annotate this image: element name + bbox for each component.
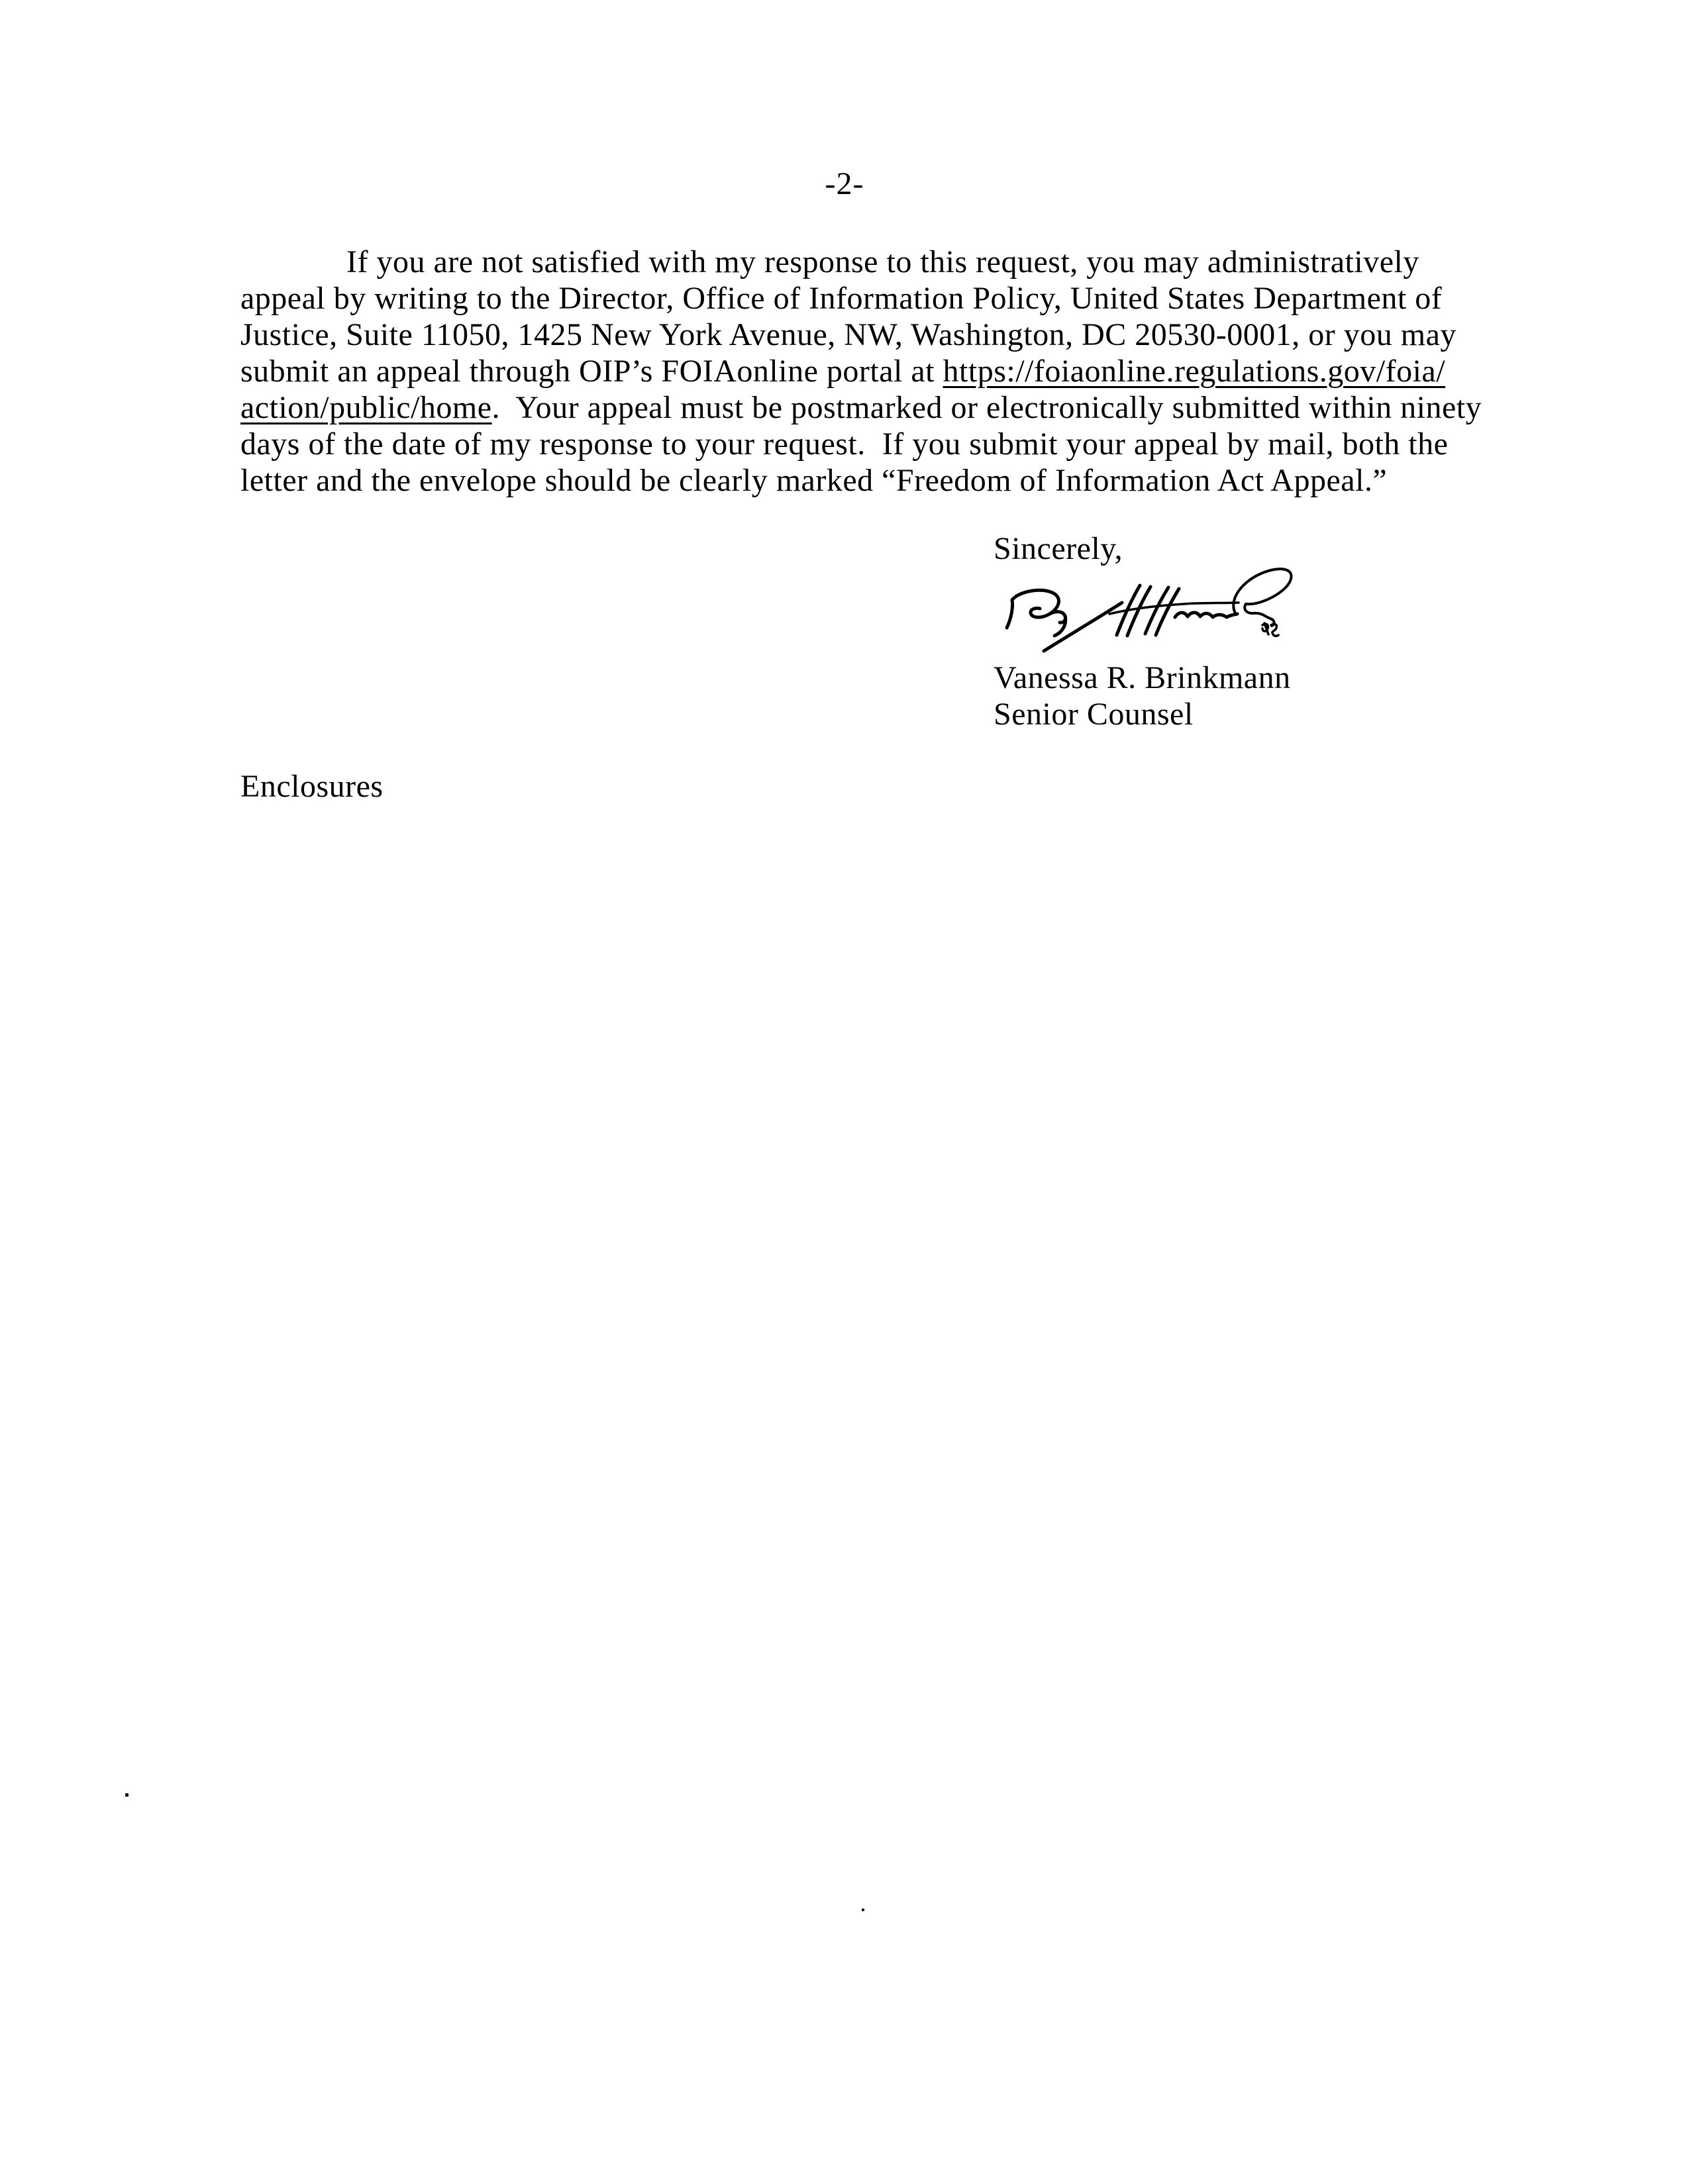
foiaonline-portal-link-continued[interactable]: action/public/home [240, 390, 492, 425]
paragraph-line-6 [240, 426, 1499, 462]
scan-artifact-dot [862, 1909, 864, 1911]
scan-artifact-dot [125, 1793, 128, 1797]
signature-block [994, 660, 1291, 732]
signer-name: Vanessa R. Brinkmann [994, 660, 1291, 695]
signer-title: Senior Counsel [994, 697, 1194, 732]
appeal-paragraph [240, 244, 1499, 499]
paragraph-text: submit an appeal through OIP’s FOIAonline portal at [240, 354, 943, 389]
closing-salutation: Sincerely, [994, 531, 1123, 566]
enclosures-label: Enclosures [240, 769, 384, 804]
paragraph-line-5 [240, 389, 1499, 426]
paragraph-text: letter and the envelope should be clearly marked “Freedom of Information Act Appeal.” [240, 463, 1388, 498]
paragraph-line-3 [240, 317, 1499, 353]
page-number: -2- [825, 166, 864, 201]
foiaonline-portal-link[interactable]: https://foiaonline.regulations.gov/foia/ [943, 354, 1446, 389]
paragraph-text: appeal by writing to the Director, Office of Information Policy, United States Department of [240, 281, 1443, 316]
paragraph-text: days of the date of my response to your request. If you submit your appeal by mail, both the [240, 426, 1449, 462]
paragraph-text: . Your appeal must be postmarked or electronically submitted within ninety [491, 390, 1482, 425]
paragraph-text: If you are not satisfied with my response to this request, you may administratively [346, 244, 1419, 279]
paragraph-text: Justice, Suite 11050, 1425 New York Avenue, NW, Washington, DC 20530-0001, or you may [240, 317, 1457, 352]
paragraph-line-2 [240, 280, 1499, 317]
paragraph-line-7 [240, 462, 1499, 499]
paragraph-line-1 [240, 244, 1499, 280]
paragraph-line-4 [240, 353, 1499, 389]
